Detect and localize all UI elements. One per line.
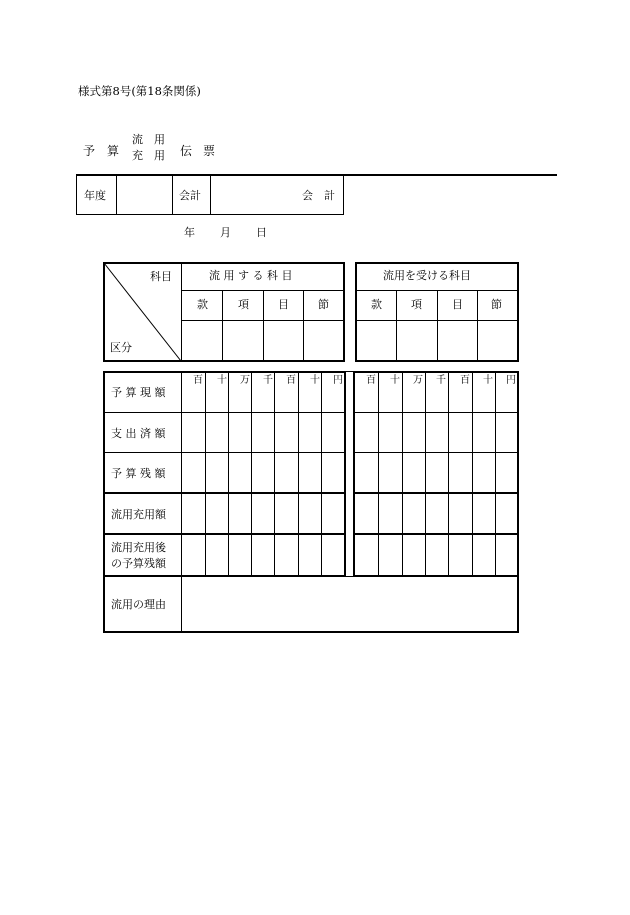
- title-char-yo: 予: [83, 144, 96, 158]
- row-rule: [104, 412, 518, 413]
- header-divider: [210, 175, 211, 215]
- digit-divider: [298, 372, 299, 576]
- digit-divider: [425, 372, 426, 576]
- digit-juu: 十: [310, 375, 320, 386]
- header-divider: [172, 175, 173, 215]
- label-divider: [181, 372, 182, 632]
- digit-divider: [251, 372, 252, 576]
- digit-sen: 千: [436, 375, 446, 386]
- to-col-kou: 項: [411, 298, 422, 311]
- digit-hyaku: 百: [366, 375, 376, 386]
- to-col-divider: [477, 291, 478, 361]
- from-col-divider: [222, 291, 223, 361]
- digit-man: 万: [240, 375, 250, 386]
- digit-divider: [402, 372, 403, 576]
- digit-sen: 千: [263, 375, 273, 386]
- from-col-kan: 款: [197, 298, 208, 311]
- digit-man: 万: [413, 375, 423, 386]
- digit-divider: [274, 372, 275, 576]
- from-col-moku: 目: [278, 298, 289, 311]
- digit-hyaku: 百: [460, 375, 470, 386]
- from-col-setsu: 節: [318, 298, 329, 311]
- digit-divider: [321, 372, 322, 576]
- row-rule: [104, 452, 518, 453]
- title-juyo: 充 用: [132, 149, 165, 162]
- digit-divider: [472, 372, 473, 576]
- date-day: 日: [256, 226, 267, 239]
- digit-divider: [228, 372, 229, 576]
- digit-en: 円: [333, 375, 343, 386]
- date-year: 年: [184, 226, 195, 239]
- digit-hyaku: 百: [193, 375, 203, 386]
- digit-hyaku: 百: [286, 375, 296, 386]
- to-col-kan: 款: [371, 298, 382, 311]
- to-col-divider: [396, 291, 397, 361]
- date-month: 月: [220, 226, 231, 239]
- title-char-san: 算: [107, 144, 120, 158]
- from-col-divider: [303, 291, 304, 361]
- to-col-setsu: 節: [491, 298, 502, 311]
- digit-divider: [378, 372, 379, 576]
- kaikei-name-label: 会 計: [302, 189, 335, 202]
- digit-divider: [448, 372, 449, 576]
- row-label-shishutsu-zumi: 支 出 済 額: [111, 427, 166, 440]
- row-label-ryuyo-juyo-gaku: 流用充用額: [111, 508, 166, 521]
- digit-juu: 十: [390, 375, 400, 386]
- digit-juu: 十: [217, 375, 227, 386]
- digit-en: 円: [506, 375, 516, 386]
- title-char-den: 伝: [180, 144, 193, 158]
- row-label-after-2: の予算残額: [111, 557, 166, 570]
- title-ryuyo: 流 用: [132, 133, 165, 146]
- to-title: 流用を受ける科目: [383, 269, 471, 282]
- gap-fill: [346, 372, 353, 576]
- row-rule-bold: [104, 533, 518, 535]
- row-label-after-1: 流用充用後: [111, 541, 166, 554]
- kamoku-label: 科目: [150, 270, 172, 283]
- kaikei-label: 会計: [179, 189, 201, 202]
- row-label-yosan-genkaku: 予 算 現 額: [111, 386, 166, 399]
- amount-table: [103, 371, 519, 633]
- from-col-kou: 項: [238, 298, 249, 311]
- nendo-label: 年度: [84, 189, 106, 202]
- header-divider: [116, 175, 117, 215]
- digit-divider: [205, 372, 206, 576]
- to-col-moku: 目: [452, 298, 463, 311]
- to-col-divider: [437, 291, 438, 361]
- form-number: 様式第8号(第18条関係): [78, 84, 201, 98]
- kubun-label: 区分: [110, 341, 132, 354]
- from-col-divider: [263, 291, 264, 361]
- row-rule-bold: [104, 575, 518, 577]
- row-label-reason: 流用の理由: [111, 598, 166, 611]
- row-label-yosan-zangaku: 予 算 残 額: [111, 467, 166, 480]
- from-title: 流 用 す る 科 目: [209, 269, 293, 282]
- row-rule-bold: [104, 492, 518, 494]
- title-char-pyo: 票: [203, 144, 216, 158]
- digit-divider: [495, 372, 496, 576]
- digit-juu: 十: [483, 375, 493, 386]
